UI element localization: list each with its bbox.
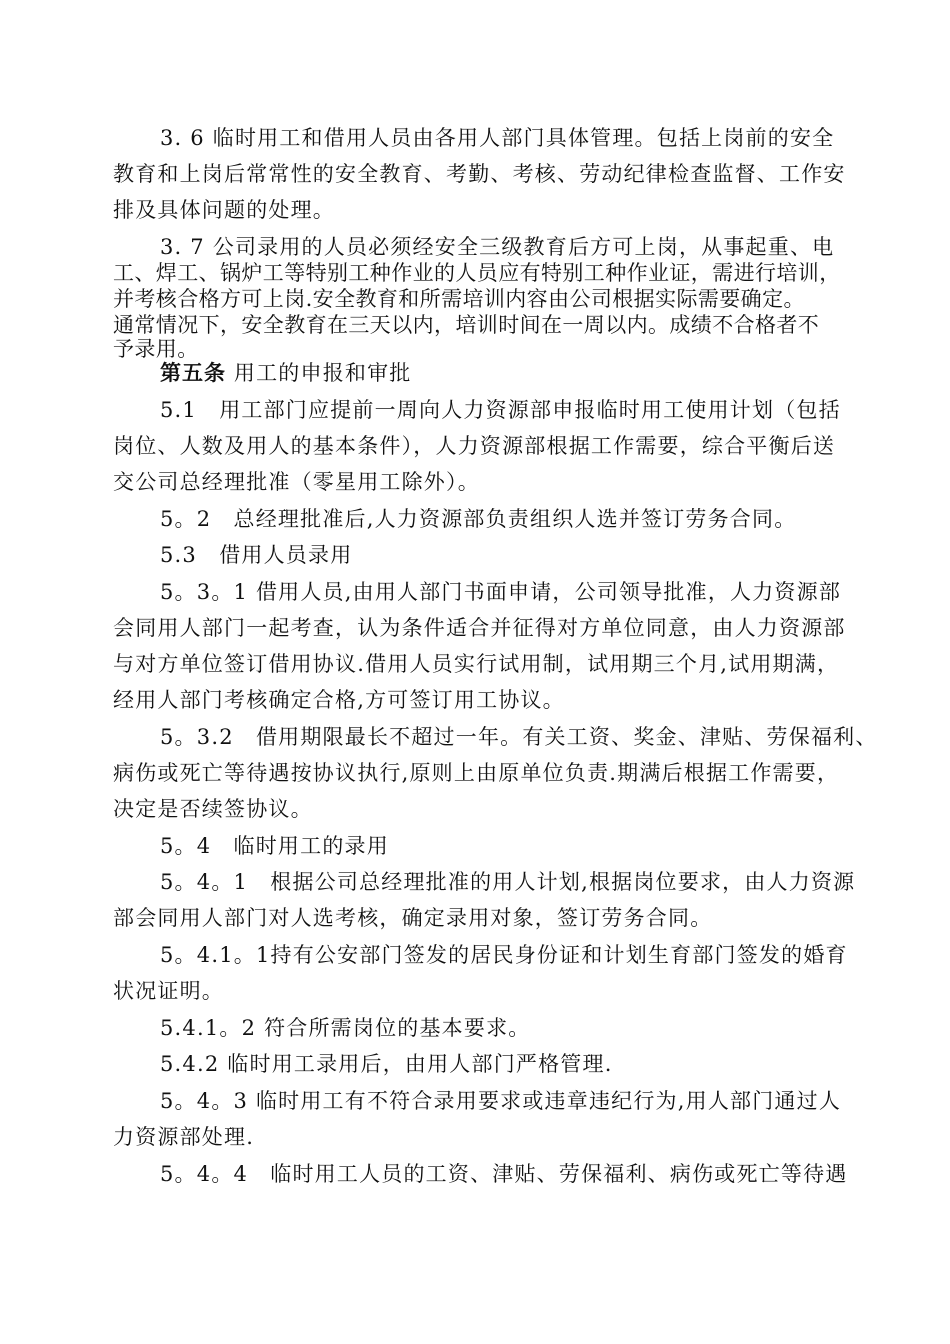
paragraph-5-4-3-line-1: 5。4。3 临时用工有不符合录用要求或违章违纪行为,用人部门通过人 xyxy=(160,1089,842,1113)
paragraph-5-4-1-line-1: 5。4。1 根据公司总经理批准的用人计划,根据岗位要求，由人力资源 xyxy=(160,870,856,894)
paragraph-5-3-1-line-1: 5。3。1 借用人员,由用人部门书面申请，公司领导批准，人力资源部 xyxy=(160,580,842,604)
paragraph-3-6-line-3: 排及具体问题的处理。 xyxy=(113,198,335,222)
paragraph-5-3-2-line-3: 决定是否续签协议。 xyxy=(113,797,313,821)
paragraph-5-3-line-1: 5.3 借用人员录用 xyxy=(160,543,353,567)
paragraph-5-3-2-line-1: 5。3.2 借用期限最长不超过一年。有关工资、奖金、津贴、劳保福利、 xyxy=(160,725,878,749)
paragraph-5-1-line-3: 交公司总经理批准（零星用工除外）。 xyxy=(113,470,480,494)
paragraph-5-3-1-line-4: 经用人部门考核确定合格,方可签订用工协议。 xyxy=(113,688,565,712)
paragraph-5-2-line-1: 5。2 总经理批准后,人力资源部负责组织人选并签订劳务合同。 xyxy=(160,507,797,531)
paragraph-5-4-1-line-2: 部会同用人部门对人选考核，确定录用对象，签订劳务合同。 xyxy=(113,906,713,930)
paragraph-5-4-4-line-1: 5。4。4 临时用工人员的工资、津贴、劳保福利、病伤或死亡等待遇 xyxy=(160,1162,848,1186)
paragraph-3-7-line-3: 并考核合格方可上岗.安全教育和所需培训内容由公司根据实际需要确定。 xyxy=(113,287,805,311)
paragraph-5-3-1-line-2: 会同用人部门一起考查，认为条件适合并征得对方单位同意，由人力资源部 xyxy=(113,616,846,640)
paragraph-5-4-1-2-line-1: 5.4.1。2 符合所需岗位的基本要求。 xyxy=(160,1016,531,1040)
paragraph-5-3-2-line-2: 病伤或死亡等待遇按协议执行,原则上由原单位负责.期满后根据工作需要， xyxy=(113,761,840,785)
paragraph-3-7-line-4: 通常情况下，安全教育在三天以内，培训时间在一周以内。成绩不合格者不 xyxy=(113,313,820,337)
paragraph-3-7-line-5: 予录用。 xyxy=(113,337,199,361)
article-number: 第五条 xyxy=(160,361,226,385)
paragraph-5-1-line-2: 岗位、人数及用人的基本条件），人力资源部根据工作需要，综合平衡后送 xyxy=(113,434,836,458)
paragraph-5-4-line-1: 5。4 临时用工的录用 xyxy=(160,834,389,858)
paragraph-3-7-line-2: 工、焊工、锅炉工等特别工种作业的人员应有特别工种作业证，需进行培训， xyxy=(113,261,841,285)
paragraph-5-1-line-1: 5.1 用工部门应提前一周向人力资源部申报临时用工使用计划（包括 xyxy=(160,398,841,422)
paragraph-3-6-line-1: 3. 6 临时用工和借用人员由各用人部门具体管理。包括上岗前的安全 xyxy=(160,126,835,150)
article-title: 用工的申报和审批 xyxy=(233,361,412,385)
paragraph-5-3-1-line-3: 与对方单位签订借用协议.借用人员实行试用制，试用期三个月,试用期满， xyxy=(113,652,840,676)
paragraph-3-7-line-1: 3. 7 公司录用的人员必须经安全三级教育后方可上岗，从事起重、电 xyxy=(160,235,835,259)
paragraph-5-4-1-1-line-2: 状况证明。 xyxy=(113,979,224,1003)
paragraph-5-4-1-1-line-1: 5。4.1。1持有公安部门签发的居民身份证和计划生育部门签发的婚育 xyxy=(160,943,848,967)
paragraph-5-4-2-line-1: 5.4.2 临时用工录用后，由用人部门严格管理. xyxy=(160,1052,613,1076)
paragraph-3-6-line-2: 教育和上岗后常常性的安全教育、考勤、考核、劳动纪律检查监督、工作安 xyxy=(113,162,846,186)
article-5-heading xyxy=(160,360,412,386)
paragraph-5-4-3-line-2: 力资源部处理. xyxy=(113,1125,255,1149)
